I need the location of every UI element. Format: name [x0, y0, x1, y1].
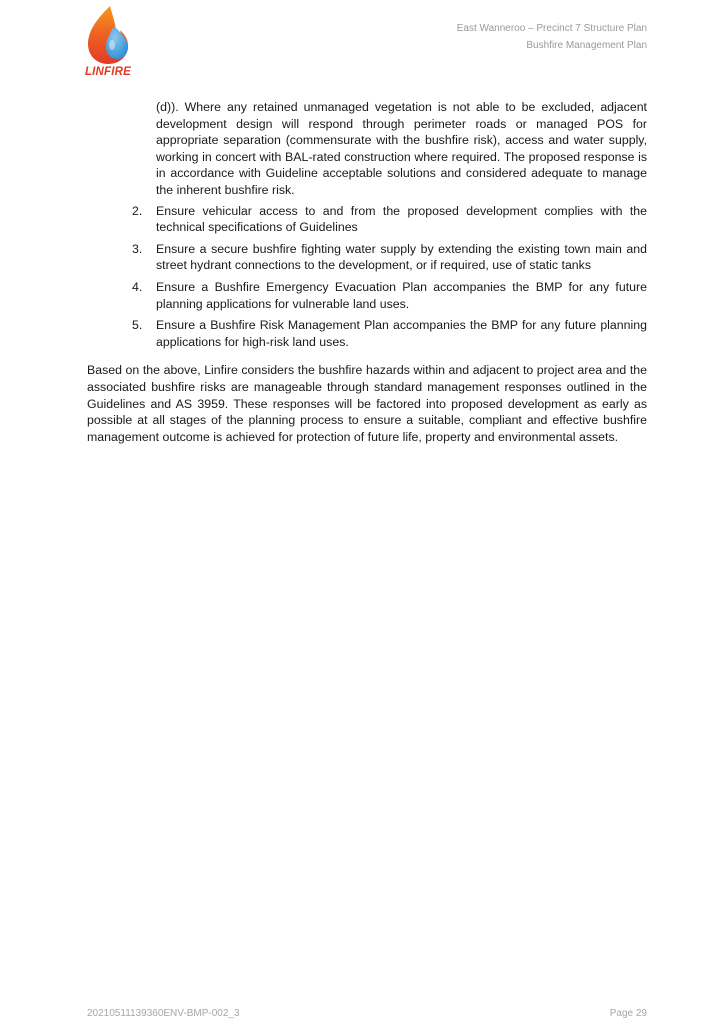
footer-page-number: Page 29 [609, 1008, 647, 1019]
footer-document-reference: 20210511139360ENV-BMP-002_3 [87, 1008, 240, 1019]
continuation-paragraph: (d)). Where any retained unmanaged vegetation is not able to be excluded, adjacent development design will respond through perimeter roads or managed POS for appropriate separation (commensurate with the bushfire risk), access and water supply, working in concert with BAL-rated construction where required. The proposed response is in accordance with Guideline acceptable solutions and considered adequate to manage the inherent bushfire risk. [156, 100, 647, 197]
logo-wordmark: LINFIRE [84, 66, 132, 78]
page-header [457, 20, 647, 54]
list-item-text: Ensure a secure bushfire fighting water supply by extending the existing town main and street hydrant connections to the development, or if required, use of static tanks [156, 241, 647, 273]
list-item-number: 4. [132, 279, 143, 294]
header-document-title: Bushfire Management Plan [526, 40, 647, 51]
list-item-text: Ensure a Bushfire Emergency Evacuation Plan accompanies the BMP for any future planning applications for vulnerable land uses. [156, 279, 647, 311]
linfire-logo [80, 4, 136, 80]
flame-drop-icon [80, 4, 136, 66]
list-item-text: Ensure vehicular access to and from the proposed development complies with the technical specifications of Guidelines [156, 203, 647, 235]
list-item [87, 279, 647, 312]
list-item-number: 5. [132, 318, 143, 333]
list-item-text: Ensure a Bushfire Risk Management Plan accompanies the BMP for any future planning applications for high-risk land uses. [156, 318, 647, 349]
list-item-number: 2. [132, 203, 143, 218]
summary-paragraph: Based on the above, Linfire considers the bushfire hazards within and adjacent to project area and the associated bushfire risks are manageable through standard management responses outlined in the Guidelines and AS 3959. These responses will be factored into proposed development as early as possible at all stages of the planning process to ensure a suitable, compliant and effective bushfire management outcome is achieved for protection of future life, property and environmental assets. [87, 363, 647, 444]
list-item [87, 317, 647, 350]
numbered-list [87, 203, 647, 351]
list-item [87, 241, 647, 274]
list-item [87, 203, 647, 236]
main-content [87, 99, 647, 445]
header-project-title: East Wanneroo – Precinct 7 Structure Plan [456, 23, 647, 34]
list-item-number: 3. [132, 241, 143, 256]
